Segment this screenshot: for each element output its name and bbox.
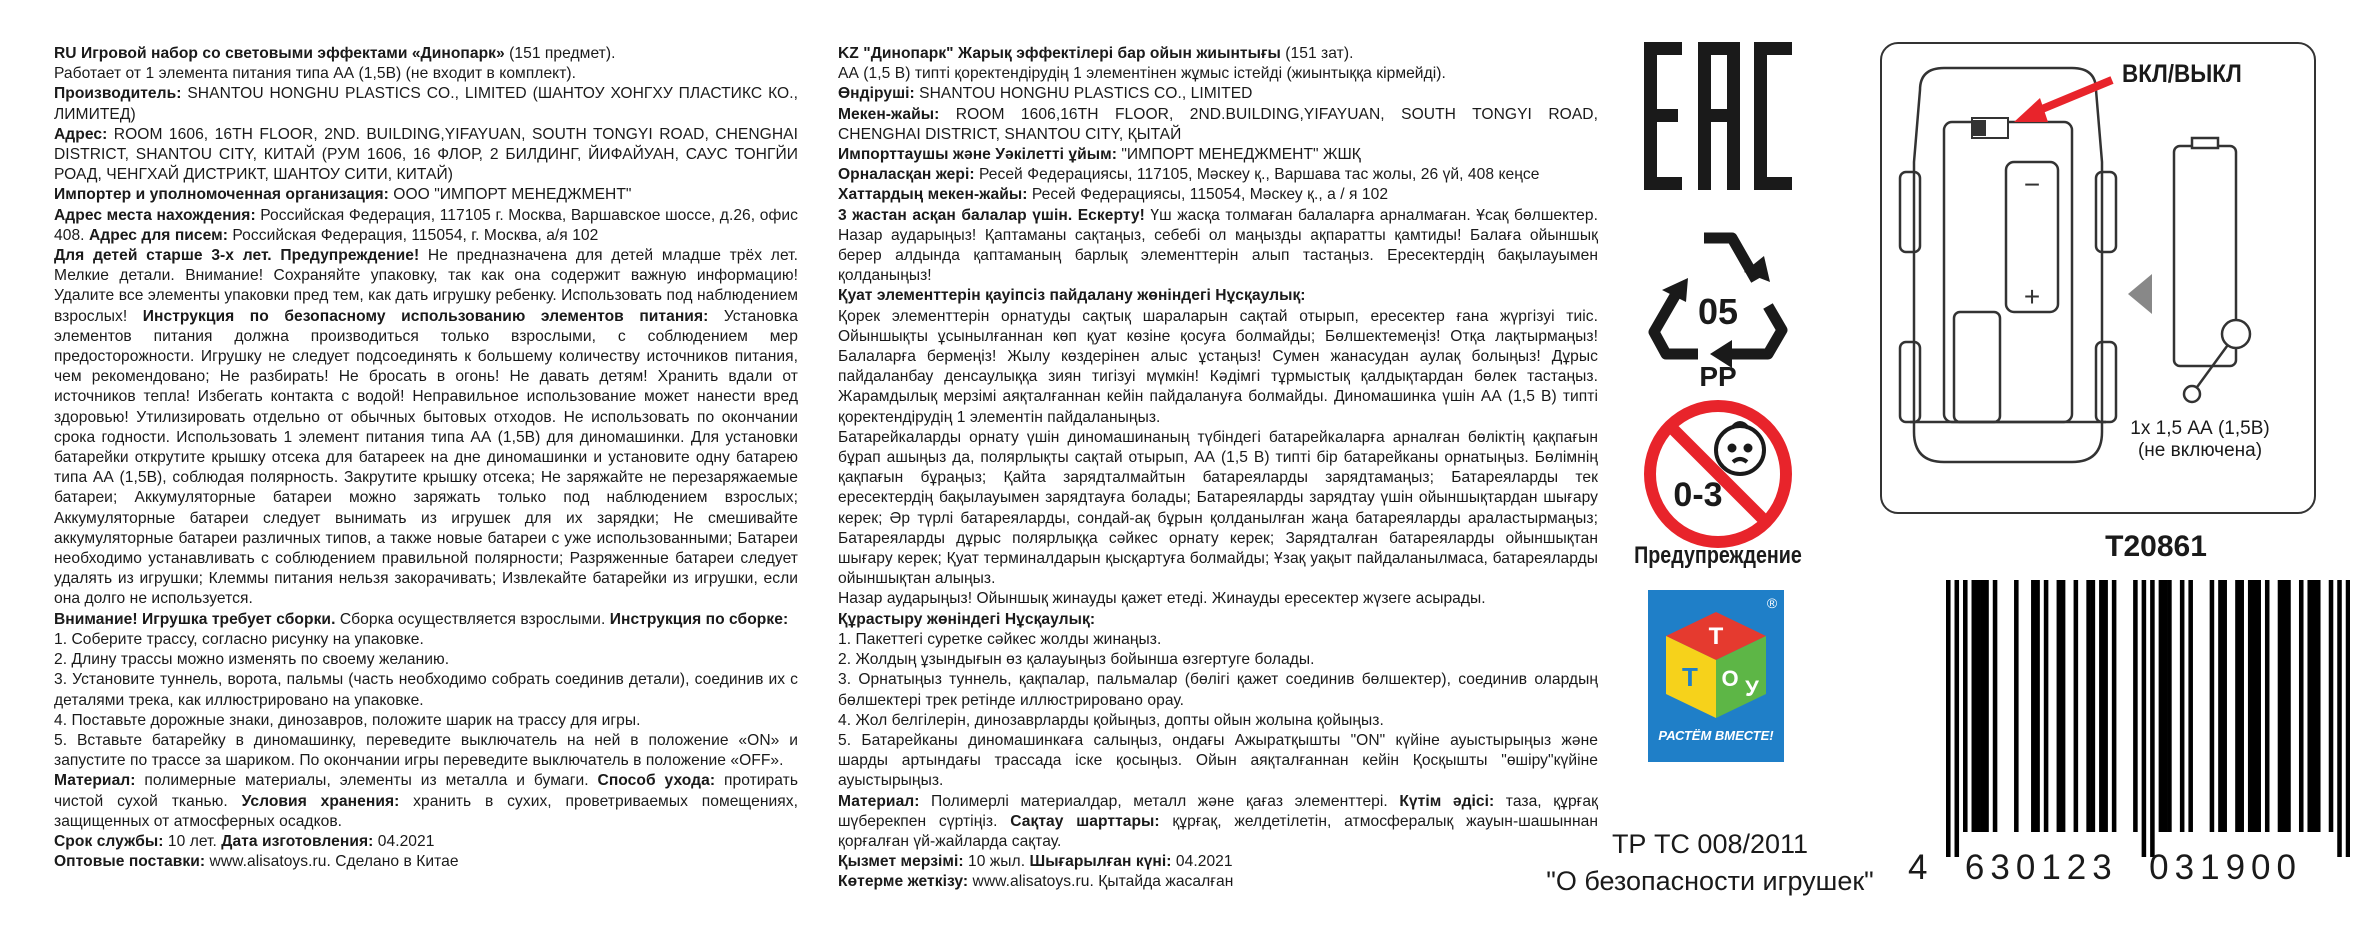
kz-step: 4. Жол белгілерін, динозаврларды қойыңыз, допты ойын жолына қойыңыз. (838, 711, 1384, 729)
barcode-digits (1908, 848, 2362, 888)
barcode-bar (1980, 580, 1985, 832)
barcode-bar (1993, 580, 1998, 832)
barcode-bar (2210, 580, 2215, 832)
registered-mark: ® (1766, 595, 1778, 611)
insert-arrow-icon (2128, 274, 2152, 314)
plus-sign: + (2023, 281, 2041, 312)
barcode-bar (1963, 580, 1968, 832)
kz-step: 5. Батарейканы диномашинкаға салыңыз, ондағы Ажыратқышты "ON" күйіне ауыстырыңыз және шарды артындағы трассада іске қосыңыз. Ойын аяқталғаннан кейін Қосқышты "өшіру"күйіне ауыстырыңыз. (838, 731, 1598, 790)
recycle-number: 05 (1697, 291, 1739, 332)
kz-service-life: Қызмет мерзімі: 10 жыл. Шығарылған күні: 04.2021 (838, 853, 1233, 871)
barcode-bar (2282, 580, 2287, 832)
ru-power: Работает от 1 элемента питания типа АА (1,5В) (не входит в комплект). (54, 65, 577, 83)
barcode-bar (2159, 580, 2164, 832)
standard-title: "О безопасности игрушек" (1546, 866, 1874, 896)
kz-wholesale: Көтерме жеткізу: www.alisatoys.ru. Қытайда жасалған (838, 873, 1234, 891)
logo-letter: О (1721, 666, 1739, 691)
barcode-bar (2163, 580, 2168, 832)
barcode-bar (2252, 580, 2257, 832)
switch-label: ВКЛ/ВЫКЛ (2122, 60, 2242, 88)
age-label: 0-3 (1673, 476, 1723, 514)
barcode-bar (2218, 580, 2223, 832)
eac-mark (1640, 42, 1796, 190)
ru-material: Материал: полимерные материалы, элементы из металла и бумаги. Способ ухода: протирать чистой сухой тканью. Условия хранения: хранить в сухих, проветриваемых помещениях, защищенных от атмосферных осадков. (54, 772, 799, 830)
kz-power: АА (1,5 В) типті қоректендірудің 1 элементінен жұмыс істейді (жиынтыққа кірмейді). (838, 65, 1446, 83)
kz-location: Орналасқан жері: Ресей Федерациясы, 117105, Мәскеу қ., Варшава тас жолы, 26 үй, 408 кеңсе (838, 166, 1540, 184)
switch-icon (1972, 118, 2008, 138)
kz-battery-safety-heading: Қуат элементтерін қауіпсіз пайдалану жөніндегі Нұсқаулық: (838, 287, 1306, 305)
barcode-bar (2299, 580, 2304, 832)
barcode-bar (2188, 580, 2193, 832)
barcode-bar (2316, 580, 2321, 832)
kz-warning: 3 жастан асқан балалар үшін. Ескерту! Үш жасқа толмаған балаларға арналмаған. Ұсақ бөлшектер. Назар аударыңыз! Қаптаманы сақтаңыз, себебі ол маңызды ақпаратты қамтиды! Балаға ойыншық берер алдында қаптаманың барлық элементтерін алып тастаңыз. Ересектердің бақылауымен қолданыңыз! (838, 206, 1598, 285)
ru-importer: Импортер и уполномоченная организация: ООО "ИМПОРТ МЕНЕДЖМЕНТ" (54, 186, 632, 204)
barcode (1946, 580, 2350, 857)
kz-step: 3. Орнатыңыз туннель, қақпалар, пальмалар (бөлігі қажет соединив бөлшектер), соединив олардың бөлшектері трек ретінде иллюстрировано орау. (838, 671, 1598, 709)
kz-step: 1. Пакеттегі суретке сәйкес жолды жинаңыз. (838, 630, 1162, 648)
barcode-left-digits: 630123 (1964, 848, 2118, 887)
warning-label: Предупреждение (1634, 542, 1802, 569)
kz-manufacturer: Өндіруші: SHANTOU HONGHU PLASTICS CO., LIMITED (838, 85, 1253, 103)
barcode-bar (2167, 580, 2172, 832)
logo-letter: У (1745, 676, 1759, 701)
kz-text-column (838, 44, 1598, 893)
barcode-bar (2103, 580, 2108, 832)
ru-title: RU Игровой набор со световыми эффектами «Динопарк» (151 предмет). (54, 45, 616, 62)
ru-assembly-heading: Внимание! Игрушка требует сборки. Сборка осуществляется взрослыми. Инструкция по сборке: (54, 610, 789, 628)
barcode-bar (2256, 580, 2261, 832)
barcode-right-digits: 031900 (2149, 848, 2302, 887)
kz-step: 2. Жолдың ұзындығын өз қалауыңыз бойынша өзгертуге болады. (838, 651, 1315, 669)
barcode-bar (1972, 580, 1977, 832)
barcode-bar (2239, 580, 2244, 832)
barcode-bar (2265, 580, 2270, 832)
ru-step: 3. Установите туннель, ворота, пальмы (часть необходимо собрать соединив детали), соединив их с деталями трека, как иллюстрировано на упаковке. (54, 671, 798, 709)
barcode-bar (2248, 580, 2253, 832)
recycle-symbol (1640, 220, 1796, 390)
age-warning-icon (1640, 398, 1796, 554)
ru-step: 4. Поставьте дорожные знаки, динозавров, положите шарик на трассу для игры. (54, 711, 641, 729)
ru-step: 2. Длину трассы можно изменять по своему желанию. (54, 651, 450, 669)
barcode-bar (2286, 580, 2291, 832)
baby-face-icon (1716, 423, 1764, 474)
ru-step: 1. Соберите трассу, согласно рисунку на упаковке. (54, 630, 424, 648)
ru-manufacturer: Производитель: SHANTOU HONGHU PLASTICS CO., LIMITED (ШАНТОУ ХОНГХУ ПЛАСТИКС КО., ЛИМИТЕД) (54, 85, 798, 123)
barcode-bar (2346, 580, 2350, 857)
logo-slogan: РАСТЁМ ВМЕСТЕ! (1658, 728, 1774, 743)
battery-caption-line2: (не включена) (2137, 440, 2263, 461)
kz-attention: Назар аударыңыз! Ойыншық жинауды қажет етеді. Жинауды ересектер жүзеге асырады. (838, 590, 1486, 608)
barcode-bar (2014, 580, 2019, 832)
barcode-bar (2091, 580, 2096, 832)
article-number: T20861 (2105, 530, 2207, 563)
standard-code: ТР ТС 008/2011 (1611, 829, 1809, 859)
barcode-bar (2307, 580, 2312, 832)
ru-address: Адрес: ROOM 1606, 16TH FLOOR, 2ND. BUILDING,YIFAYUAN, SOUTH TONGYI ROAD, CHENGHAI DISTRICT, SHANTOU CITY, КИТАЙ (РУМ 1606, 16 ФЛОР, 2 БИЛДИНГ, ЙИФАЙУАН, САУС ТОНГЙИ РОАД, ЧЕНГХАЙ ДИСТРИКТ, ШАНТОУ СИТИ, КИТАЙ) (54, 125, 798, 184)
battery-caption (2110, 418, 2290, 462)
kz-material: Материал: Полимерлі материалдар, металл және қағаз элементтері. Күтім әдісі: таза, құрғақ шүберекпен сүртіңіз. Сақтау шарттары: құрғақ, желдетілетін, атмосфералық жауын-шашыннан қорғалған үй-жайларда сақтау. (838, 792, 1599, 850)
barcode-bar (2031, 580, 2036, 832)
ru-warning: Для детей старше 3-х лет. Предупреждение! Не предназначена для детей младше трёх лет. Мелкие детали. Внимание! Сохраняйте упаковку, так как она содержит важную информацию! Удалите все элементы упаковки пред тем, как дать игрушку ребенку. Использовать под наблюдением взрослых! Инструкция по безопасному использованию элементов питания: Установка элементов питания должна производиться только взрослыми, с соблюдением мер предосторожности. Игрушку не следует подсоединять к большему количеству источников питания, чем рекомендовано; Не разбирать! Не бросать в огонь! Не давать детям! Хранить вдали от источников тепла! Избегать контакта с водой! Неправильное использование может нанести вред здоровью! Утилизировать отдельно от обычных бытовых отходов. Не использовать по окончании срока годности. Использовать 1 элемент питания типа АА (1,5В) для диномашинки. Для установки батарейки открутите крышку отсека для батареек на дне диномашинки и установите одну батарею типа АА (1,5В), соблюдая полярность. Закрутите крышку отсека; Не заряжайте не перезаряжаемые батареи; Аккумуляторные батареи можно заряжать только под наблюдением взрослых; Аккумуляторные батареи следует вынимать из игрушек для их зарядки; Не смешивайте аккумуляторные батареи различных типов, а также новые батареи с уже использованными; Батареи необходимо устанавливать с соблюдением правильной полярности; Разряженные батареи следует удалять из игрушки; Клеммы питания нельзя закорачивать; Извлекайте батарейки из игрушки, если она долго не используется. (54, 247, 798, 608)
barcode-bar (2337, 580, 2342, 857)
barcode-bar (2086, 580, 2091, 832)
kz-importer: Импорттаушы және Уәкілетті ұйым: "ИМПОРТ МЕНЕДЖМЕНТ" ЖШҚ (838, 146, 1361, 164)
barcode-bar (2112, 580, 2117, 832)
ru-text-column (54, 44, 798, 872)
barcode-bar (1955, 580, 1960, 857)
standard-reference (1540, 826, 1880, 900)
ru-service-life: Срок службы: 10 лет. Дата изготовления: 04.2021 (54, 832, 435, 850)
ru-step: 5. Вставьте батарейку в диномашинку, переведите выключатель на ней в положение «ON» и запустите по трассе за шариком. По окончании игры переведите выключатель в положение «OFF». (54, 731, 798, 770)
kz-battery-safety: Қорек элементтерін орнатуды сақтық шараларын сақтай отырып, ересектер ғана жүргізуі тиіс. Ойыншықты ұсынылғаннан көп қуат көзіне қосуға болмайды; Бөлшектемеңіз! Отқа лақтырмаңыз! Балаларға бермеңіз! Жылу көздерінен алыс ұстаңыз! Сумен жанасудан аулақ болыңыз! Дұрыс пайдаланбау денсаулыққа зиян тигізуі мүмкін! Кәдімгі тұрмыстық қалдықтардан бөлек тастаңыз. Жарамдылық мерзімі аяқталғаннан кейін пайдалануға болмайды. Диномашинка үшін АА (1,5 В) типті қоректендірудің 1 элементін пайдаланыңыз. (838, 307, 1598, 426)
barcode-bar (2074, 580, 2079, 832)
barcode-bar (1984, 580, 1989, 832)
kz-mail-address: Хаттардың мекен-жайы: Ресей Федерациясы, 115054, Мәскеу қ., а / я 102 (838, 186, 1389, 204)
barcode-bar (2235, 580, 2240, 832)
barcode-bar (2222, 580, 2227, 832)
kz-assembly-heading: Құрастыру жөніндегі Нұсқаулық: (838, 610, 1096, 628)
kz-address: Мекен-жайы: ROOM 1606,16TH FLOOR, 2ND.BUILDING,YIFAYUAN, SOUTH TONGYI ROAD, CHENGHAI DISTRICT, SHANTOU CITY, ҚЫТАЙ (838, 105, 1598, 143)
barcode-bar (2180, 580, 2185, 832)
kz-title: KZ "Динопарк" Жарық эффектілері бар ойын жиынтығы (151 зат). (838, 45, 1354, 62)
ru-wholesale: Оптовые поставки: www.alisatoys.ru. Сделано в Китае (54, 853, 459, 871)
barcode-bar (1976, 580, 1981, 832)
toy-brand-logo (1648, 590, 1784, 762)
battery-caption-line1: 1x 1,5 АА (1,5В) (2130, 418, 2270, 439)
barcode-bar (2099, 580, 2104, 832)
barcode-bar (1946, 580, 1951, 857)
barcode-bar (2133, 580, 2138, 832)
barcode-lead-digit: 4 (1908, 848, 1934, 887)
kz-battery-install: Батарейкаларды орнату үшін диномашинаның түбіндегі батарейкаларға арналған бөліктің қақпағын бұрап ашыңыз да, полярлықты сақтай отырып, АА (1,5 В) типті бір батарейканы орнатыңыз. Бөлімнің қақпағын бұраңыз; Қайта зарядталмайтын батареяларды зарядтамаңыз; Батареяларды тек ересектердің бақылауымен зарядтауға болады; Батареяларды зарядтау үшін ойыншықтардан шығару керек; Әр түрлі батареяларды, сондай-ақ бұрын қолданылған жаңа батареяларды араластырмаңыз; Батареяларды дұрыс полярлыққа сәйкес орнату керек; Зарядталған батареяларды ойыншықтан шығару керек; Қуат терминалдарын қысқартуға болмайды; Ұзақ уақыт пайдаланылмаса, батареяларды ойыншықтан алыңыз. (838, 428, 1598, 588)
barcode-bar (2150, 580, 2155, 857)
barcode-bar (2278, 580, 2283, 832)
barcode-bar (2312, 580, 2317, 832)
recycle-material: PP (1699, 361, 1737, 390)
barcode-bar (2057, 580, 2062, 832)
barcode-bar (2142, 580, 2147, 857)
barcode-bar (2061, 580, 2066, 832)
minus-sign: − (2023, 169, 2041, 200)
logo-letter: Т (1682, 662, 1698, 692)
logo-letter: Т (1708, 623, 1724, 650)
barcode-bar (2329, 580, 2334, 832)
ru-location: Адрес места нахождения: Российская Федерация, 117105 г. Москва, Варшавское шоссе, д.26, офис 408. Адрес для писем: Российская Федерация, 115054, г. Москва, а/я 102 (54, 206, 798, 244)
barcode-bar (2035, 580, 2040, 832)
barcode-bar (2044, 580, 2049, 832)
